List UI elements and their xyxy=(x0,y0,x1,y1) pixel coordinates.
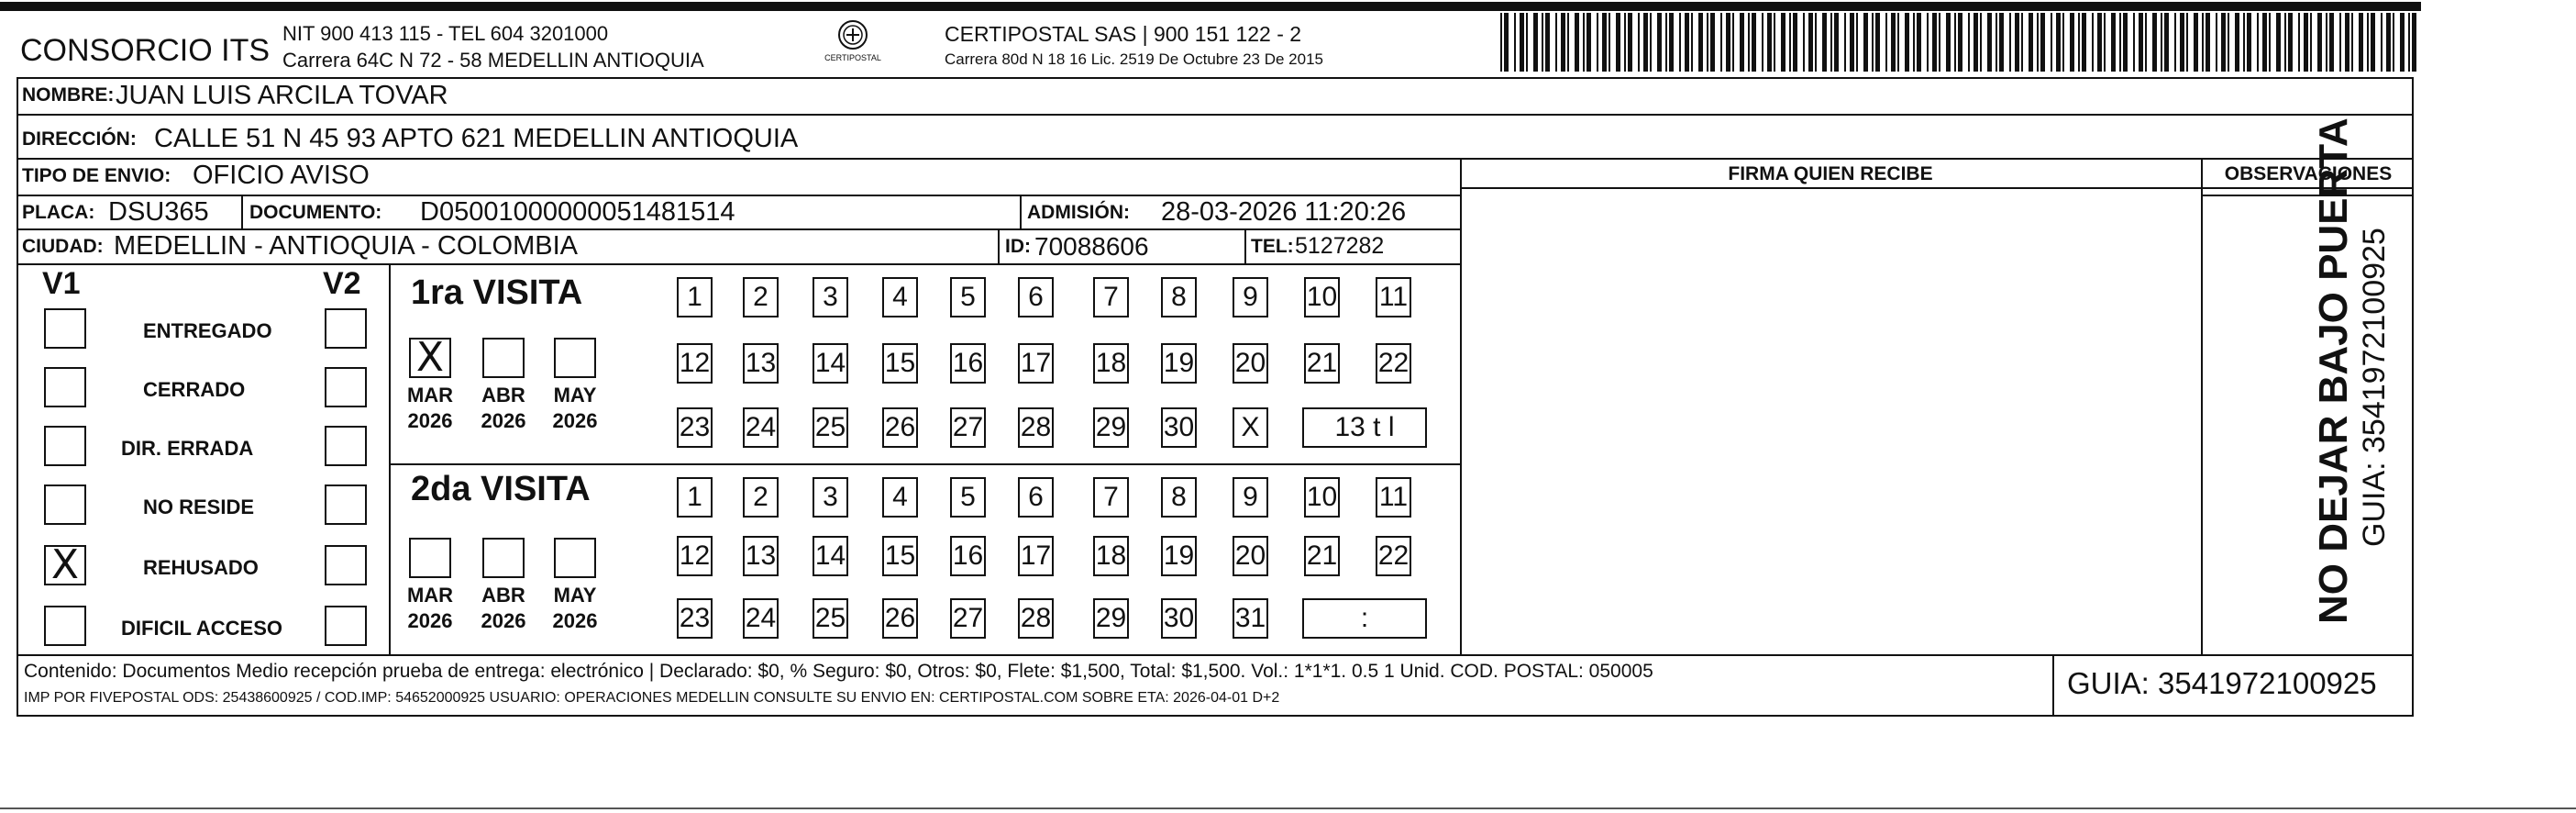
month-year: 2026 xyxy=(481,609,526,632)
day-box[interactable]: 21 xyxy=(1304,343,1340,384)
barcode-bar xyxy=(2257,13,2259,72)
day-box[interactable]: 20 xyxy=(1233,536,1268,576)
barcode-bar xyxy=(1602,13,1607,72)
barcode-bar xyxy=(2288,13,2293,72)
month-checkbox[interactable] xyxy=(554,338,596,378)
barcode-bar xyxy=(2056,13,2061,72)
barcode-bar xyxy=(1815,13,1817,72)
barcode-bar xyxy=(2412,13,2416,72)
nombre-value: JUAN LUIS ARCILA TOVAR xyxy=(116,81,448,110)
day-box[interactable]: 25 xyxy=(813,407,848,448)
direccion-value: CALLE 51 N 45 93 APTO 621 MEDELLIN ANTIOQUIA xyxy=(154,124,799,153)
barcode-bar xyxy=(1789,13,1791,72)
barcode-bar xyxy=(2262,13,2267,72)
day-box[interactable]: 29 xyxy=(1093,598,1129,639)
barcode-bar xyxy=(1520,13,1524,72)
barcode-bar xyxy=(1987,13,1992,72)
barcode-bar xyxy=(1968,13,1970,72)
day-box[interactable]: 10 xyxy=(1304,277,1340,317)
month-year: 2026 xyxy=(552,609,598,632)
barcode-bar xyxy=(1973,13,1978,72)
day-box[interactable]: 3 xyxy=(813,477,848,518)
day-box[interactable]: 11 xyxy=(1376,277,1411,317)
month-year: 2026 xyxy=(407,609,453,632)
barcode-bar xyxy=(1767,13,1772,72)
barcode-bar xyxy=(1897,13,1899,72)
barcode-bar xyxy=(1698,13,1703,72)
barcode-bar xyxy=(1803,13,1805,72)
visita2-title: 2da VISITA xyxy=(411,470,591,508)
barcode-bar xyxy=(2310,13,2312,72)
barcode-bar xyxy=(1872,13,1874,72)
barcode-bar xyxy=(2123,13,2128,72)
month-label: ABR xyxy=(481,584,525,607)
barcode-bar xyxy=(1665,13,1667,72)
barcode-bar xyxy=(1793,13,1797,72)
month-checkbox[interactable]: X xyxy=(409,338,451,378)
v1-checkbox[interactable] xyxy=(44,367,86,407)
day-box[interactable]: 18 xyxy=(1093,536,1129,576)
barcode-bar xyxy=(1808,13,1813,72)
barcode-bar xyxy=(1545,13,1550,72)
barcode-bar xyxy=(2070,13,2074,72)
barcode-bar xyxy=(1720,13,1722,72)
month-label: MAY xyxy=(553,384,597,406)
barcode-bar xyxy=(1834,13,1839,72)
barcode-bar xyxy=(1732,13,1734,72)
barcode-bar xyxy=(2040,13,2045,72)
day-box[interactable]: X xyxy=(1233,407,1268,448)
barcode-bar xyxy=(1726,13,1730,72)
barcode-bar xyxy=(1856,13,1858,72)
day-box[interactable]: 18 xyxy=(1093,343,1129,384)
barcode-bar xyxy=(2180,13,2184,72)
company-address: Carrera 64C N 72 - 58 MEDELLIN ANTIOQUIA xyxy=(282,49,704,72)
barcode-bar xyxy=(2400,13,2405,72)
barcode-bar xyxy=(1650,13,1652,72)
barcode-bar xyxy=(2186,13,2188,72)
barcode-bar xyxy=(1939,13,1940,72)
barcode-bar xyxy=(1583,13,1585,72)
day-box[interactable]: 13 xyxy=(743,343,779,384)
carrier-address: Carrera 80d N 18 16 Lic. 2519 De Octubre 23 De 2015 xyxy=(945,50,1323,68)
barcode-bar xyxy=(1542,13,1543,72)
barcode-bar xyxy=(2051,13,2052,72)
barcode-bar xyxy=(2037,13,2039,72)
barcode-bar xyxy=(2062,13,2064,72)
barcode-bar xyxy=(2329,13,2334,72)
day-box[interactable]: 27 xyxy=(950,407,986,448)
barcode-bar xyxy=(1616,13,1620,72)
barcode-bar xyxy=(2221,13,2226,72)
footer-content: Contenido: Documentos Medio recepción prueba de entrega: electrónico | Declarado: $0, % Seguro: $0, Otros: $0, Flete: $1,500, Total: $1,500. Vol.: 1*1*1. 0.5 1 Unid. COD. POSTAL: 050005 xyxy=(24,661,1653,682)
barcode-bar xyxy=(1980,13,1982,72)
barcode-bar xyxy=(1628,13,1632,72)
day-box[interactable]: 14 xyxy=(813,343,848,384)
day-box[interactable]: 20 xyxy=(1233,343,1268,384)
top-rule xyxy=(0,2,2421,11)
barcode-bar xyxy=(1609,13,1610,72)
barcode-bar xyxy=(1946,13,1951,72)
day-box[interactable]: 26 xyxy=(882,407,918,448)
barcode-bar xyxy=(1638,13,1640,72)
barcode-bar xyxy=(2304,13,2308,72)
company-nit: NIT 900 413 115 - TEL 604 3201000 xyxy=(282,22,609,45)
day-box[interactable]: 17 xyxy=(1018,343,1054,384)
barcode-bar xyxy=(2367,13,2369,72)
barcode-bar xyxy=(1781,13,1786,72)
v2-checkbox[interactable] xyxy=(325,426,367,466)
time-box[interactable]: 13 t l xyxy=(1302,407,1427,448)
day-box[interactable]: 5 xyxy=(950,277,986,317)
footer-imp: IMP POR FIVEPOSTAL ODS: 25438600925 / COD.IMP: 54652000925 USUARIO: OPERACIONES MEDELLIN CONSULTE SU ENVIO EN: CERTIPOSTAL.COM SOBRE ETA: 2026-04-01 D+2 xyxy=(24,690,1280,706)
month-label: ABR xyxy=(481,384,525,406)
barcode-bar xyxy=(1850,13,1854,72)
barcode-bar xyxy=(2104,13,2106,72)
barcode-bar xyxy=(2161,13,2162,72)
barcode-bar xyxy=(1762,13,1763,72)
carrier-name: CERTIPOSTAL SAS | 900 151 122 - 2 xyxy=(945,22,1302,46)
barcode-bar xyxy=(1830,13,1832,72)
barcode-bar xyxy=(2408,13,2410,72)
day-box[interactable]: 6 xyxy=(1018,277,1054,317)
barcode-bar xyxy=(1504,13,1509,72)
day-box[interactable]: 30 xyxy=(1161,598,1197,639)
admision-value: 28-03-2026 11:20:26 xyxy=(1161,197,1407,227)
day-box[interactable]: 9 xyxy=(1233,477,1268,518)
barcode-bar xyxy=(2345,13,2349,72)
day-box[interactable]: 7 xyxy=(1093,277,1129,317)
month-year: 2026 xyxy=(481,409,526,432)
barcode-bar xyxy=(1958,13,1962,72)
time-box[interactable]: : xyxy=(1302,598,1427,639)
barcode-bar xyxy=(1999,13,2004,72)
day-box[interactable]: 1 xyxy=(677,277,713,317)
barcode-bar xyxy=(1500,13,1502,72)
day-box[interactable]: 28 xyxy=(1018,407,1054,448)
day-box[interactable]: 7 xyxy=(1093,477,1129,518)
barcode-bar xyxy=(2078,13,2080,72)
day-box[interactable]: 24 xyxy=(743,598,779,639)
v1-label: V1 xyxy=(42,266,81,301)
barcode-bar xyxy=(1657,13,1662,72)
barcode-bar xyxy=(1669,13,1674,72)
status-label: ENTREGADO xyxy=(143,319,272,342)
barcode-bar xyxy=(1685,13,1689,72)
barcode-bar xyxy=(1740,13,1744,72)
barcode-bar xyxy=(2015,13,2019,72)
day-box[interactable]: 3 xyxy=(813,277,848,317)
day-box[interactable]: 12 xyxy=(677,343,713,384)
barcode-bar xyxy=(1996,13,1997,72)
month-year: 2026 xyxy=(552,409,598,432)
day-box[interactable]: 24 xyxy=(743,407,779,448)
barcode-bar xyxy=(1885,13,1887,72)
day-box[interactable]: 9 xyxy=(1233,277,1268,317)
day-box[interactable]: 11 xyxy=(1376,477,1411,518)
barcode-bar xyxy=(2269,13,2271,72)
barcode xyxy=(1500,13,2417,72)
barcode-bar xyxy=(2284,13,2286,72)
barcode-bar xyxy=(1587,13,1591,72)
day-box[interactable]: 8 xyxy=(1161,477,1197,518)
day-box[interactable]: 16 xyxy=(950,536,986,576)
barcode-bar xyxy=(2202,13,2204,72)
day-box[interactable]: 23 xyxy=(677,407,713,448)
day-box[interactable]: 21 xyxy=(1304,536,1340,576)
day-box[interactable]: 14 xyxy=(813,536,848,576)
barcode-bar xyxy=(2145,13,2147,72)
barcode-bar xyxy=(2235,13,2239,72)
observaciones-header: OBSERVACIONES xyxy=(2224,163,2393,184)
barcode-bar xyxy=(1844,13,1846,72)
day-box[interactable]: 29 xyxy=(1093,407,1129,448)
documento-value: D05001000000051481514 xyxy=(420,197,735,227)
day-box[interactable]: 16 xyxy=(950,343,986,384)
barcode-bar xyxy=(2021,13,2023,72)
day-box[interactable]: 23 xyxy=(677,598,713,639)
barcode-bar xyxy=(2371,13,2375,72)
v2-label: V2 xyxy=(323,266,361,301)
barcode-bar xyxy=(2092,13,2094,72)
barcode-bar xyxy=(2133,13,2135,72)
barcode-bar xyxy=(2393,13,2394,72)
tel-value: 5127282 xyxy=(1295,233,1385,259)
day-box[interactable]: 4 xyxy=(882,277,918,317)
month-checkbox[interactable] xyxy=(409,538,451,578)
barcode-bar xyxy=(2359,13,2363,72)
barcode-bar xyxy=(1597,13,1598,72)
barcode-bar xyxy=(2276,13,2281,72)
status-label: DIFICIL ACCESO xyxy=(121,617,283,640)
barcode-bar xyxy=(2317,13,2322,72)
footer-guia: GUIA: 3541972100925 xyxy=(2067,666,2377,700)
visita1-title: 1ra VISITA xyxy=(411,273,583,312)
v2-checkbox[interactable] xyxy=(325,606,367,646)
barcode-bar xyxy=(1643,13,1648,72)
barcode-bar xyxy=(2206,13,2210,72)
month-checkbox[interactable] xyxy=(482,338,525,378)
day-box[interactable]: 19 xyxy=(1161,536,1197,576)
day-box[interactable]: 25 xyxy=(813,598,848,639)
day-box[interactable]: 1 xyxy=(677,477,713,518)
day-box[interactable]: 5 xyxy=(950,477,986,518)
month-label: MAY xyxy=(553,584,597,607)
day-box[interactable]: 10 xyxy=(1304,477,1340,518)
barcode-bar xyxy=(2119,13,2121,72)
certipostal-logo: CERTIPOSTAL xyxy=(821,17,885,68)
status-label: DIR. ERRADA xyxy=(121,437,254,460)
day-box[interactable]: 15 xyxy=(882,343,918,384)
status-label: REHUSADO xyxy=(143,556,259,579)
barcode-bar xyxy=(2247,13,2251,72)
v2-checkbox[interactable] xyxy=(325,367,367,407)
ciudad-value: MEDELLIN - ANTIOQUIA - COLOMBIA xyxy=(114,231,578,261)
day-box[interactable]: 30 xyxy=(1161,407,1197,448)
barcode-bar xyxy=(1932,13,1937,72)
v1-checkbox[interactable] xyxy=(44,606,86,646)
barcode-bar xyxy=(2152,13,2157,72)
barcode-bar xyxy=(2009,13,2011,72)
barcode-bar xyxy=(2139,13,2143,72)
status-label: NO RESIDE xyxy=(143,496,255,518)
barcode-bar xyxy=(1555,13,1557,72)
barcode-bar xyxy=(1752,13,1756,72)
id-value: 70088606 xyxy=(1034,232,1149,261)
month-checkbox[interactable] xyxy=(554,538,596,578)
barcode-bar xyxy=(1514,13,1516,72)
v2-checkbox[interactable] xyxy=(325,308,367,349)
barcode-bar xyxy=(1710,13,1715,72)
placa-value: DSU365 xyxy=(108,197,209,227)
v1-checkbox[interactable] xyxy=(44,484,86,525)
day-box[interactable]: 15 xyxy=(882,536,918,576)
company-name: CONSORCIO ITS xyxy=(20,33,271,68)
day-box[interactable]: 22 xyxy=(1376,536,1411,576)
month-year: 2026 xyxy=(407,409,453,432)
barcode-bar xyxy=(2174,13,2176,72)
barcode-bar xyxy=(1679,13,1681,72)
day-box[interactable]: 13 xyxy=(743,536,779,576)
v1-checkbox[interactable] xyxy=(44,426,86,466)
barcode-bar xyxy=(2326,13,2327,72)
barcode-bar xyxy=(1917,13,1921,72)
barcode-bar xyxy=(1905,13,1909,72)
day-box[interactable]: 27 xyxy=(950,598,986,639)
day-box[interactable]: 22 xyxy=(1376,343,1411,384)
barcode-bar xyxy=(1567,13,1569,72)
barcode-bar xyxy=(1624,13,1626,72)
barcode-bar xyxy=(2111,13,2116,72)
barcode-bar xyxy=(2216,13,2217,72)
barcode-bar xyxy=(2381,13,2383,72)
barcode-bar xyxy=(2386,13,2391,72)
barcode-bar xyxy=(2194,13,2198,72)
day-box[interactable]: 17 xyxy=(1018,536,1054,576)
barcode-bar xyxy=(1954,13,1956,72)
barcode-bar xyxy=(2082,13,2086,72)
status-label: CERRADO xyxy=(143,378,246,401)
barcode-bar xyxy=(1575,13,1579,72)
v2-checkbox[interactable] xyxy=(325,545,367,585)
barcode-bar xyxy=(2339,13,2341,72)
barcode-bar xyxy=(2351,13,2353,72)
barcode-bar xyxy=(1863,13,1868,72)
barcode-bar xyxy=(1891,13,1896,72)
barcode-bar xyxy=(1774,13,1775,72)
day-box[interactable]: 2 xyxy=(743,277,779,317)
day-box[interactable]: 4 xyxy=(882,477,918,518)
day-box[interactable]: 19 xyxy=(1161,343,1197,384)
month-checkbox[interactable] xyxy=(482,538,525,578)
barcode-bar xyxy=(1748,13,1750,72)
day-box[interactable]: 31 xyxy=(1233,598,1268,639)
day-box[interactable]: 26 xyxy=(882,598,918,639)
day-box[interactable]: 12 xyxy=(677,536,713,576)
v1-checkbox[interactable]: X xyxy=(44,545,86,585)
barcode-bar xyxy=(2243,13,2245,72)
barcode-bar xyxy=(1691,13,1693,72)
side-guia: GUIA: 3541972100925 xyxy=(2357,228,2392,547)
v2-checkbox[interactable] xyxy=(325,484,367,525)
day-box[interactable]: 2 xyxy=(743,477,779,518)
firma-header: FIRMA QUIEN RECIBE xyxy=(1728,163,1933,184)
barcode-bar xyxy=(2029,13,2033,72)
barcode-bar xyxy=(1707,13,1708,72)
barcode-bar xyxy=(2298,13,2300,72)
day-box[interactable]: 8 xyxy=(1161,277,1197,317)
barcode-bar xyxy=(1927,13,1929,72)
barcode-bar xyxy=(2164,13,2169,72)
barcode-bar xyxy=(1533,13,1538,72)
day-box[interactable]: 6 xyxy=(1018,477,1054,518)
day-box[interactable]: 28 xyxy=(1018,598,1054,639)
barcode-bar xyxy=(1822,13,1827,72)
barcode-bar xyxy=(1913,13,1915,72)
month-label: MAR xyxy=(406,384,454,406)
bottom-rule xyxy=(0,807,2576,809)
barcode-bar xyxy=(1526,13,1528,72)
v1-checkbox[interactable] xyxy=(44,308,86,349)
barcode-bar xyxy=(1875,13,1880,72)
barcode-bar xyxy=(1561,13,1565,72)
month-label: MAR xyxy=(406,584,454,607)
barcode-bar xyxy=(2097,13,2102,72)
tipo-value: OFICIO AVISO xyxy=(193,161,370,190)
barcode-bar xyxy=(2228,13,2229,72)
